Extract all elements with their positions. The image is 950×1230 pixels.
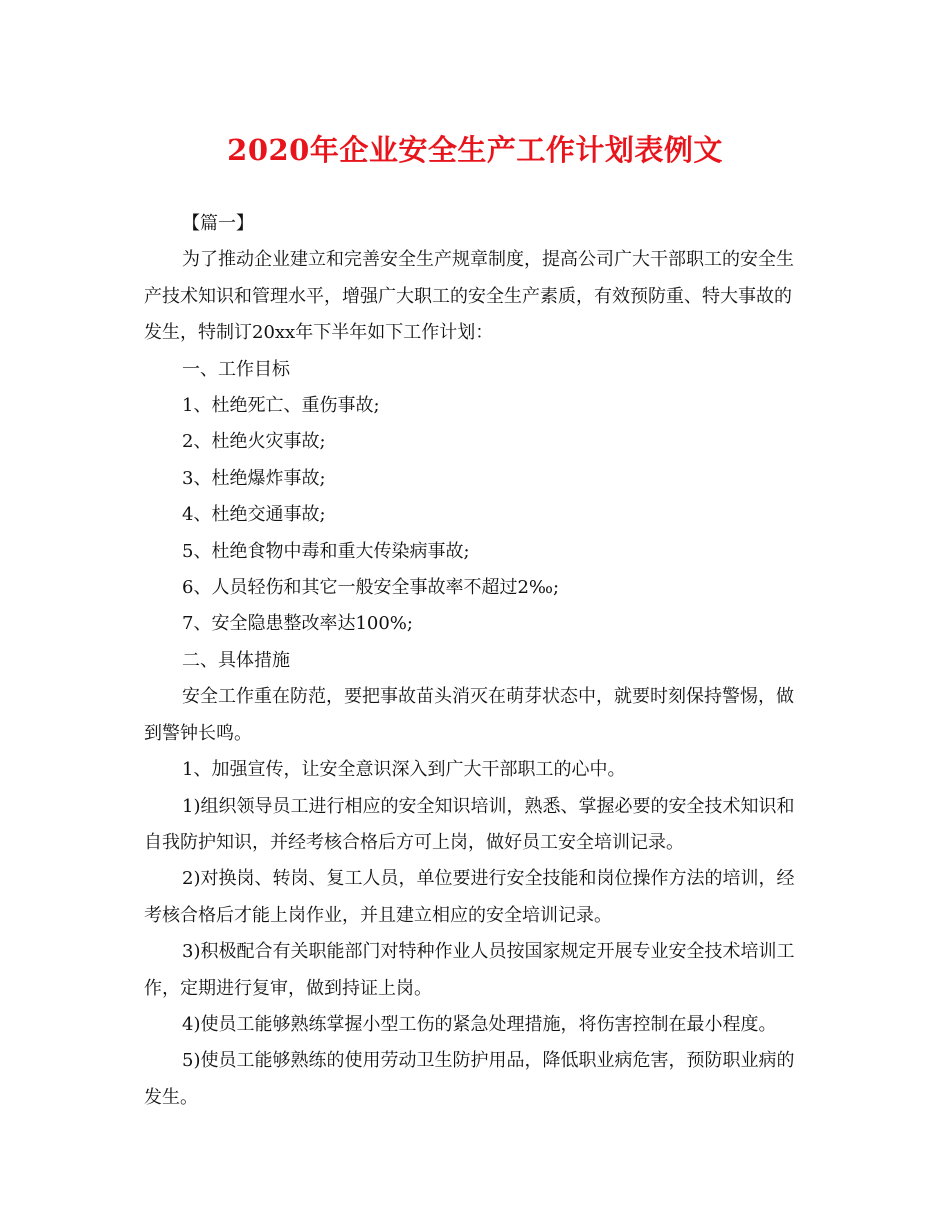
section-heading-part-one: 【篇一】 — [182, 213, 254, 234]
measure-subitem: 5)使员工能够熟练的使用劳动卫生防护用品，降低职业病危害，预防职业病的发生。 — [144, 1050, 795, 1108]
measures-intro-paragraph: 安全工作重在防范，要把事故苗头消灭在萌芽状态中，就要时刻保持警惕，做到警钟长鸣。 — [144, 686, 794, 744]
goal-item: 3、杜绝爆炸事故; — [182, 467, 326, 489]
goal-item: 6、人员轻伤和其它一般安全事故率不超过2‰; — [182, 577, 560, 599]
document-title: 2020年企业安全生产工作计划表例文 — [227, 133, 723, 167]
section-heading-measures: 二、具体措施 — [182, 649, 290, 671]
section-heading-goals: 一、工作目标 — [182, 358, 290, 380]
goal-item: 1、杜绝死亡、重伤事故; — [182, 395, 380, 417]
goal-item: 5、杜绝食物中毒和重大传染病事故; — [182, 540, 470, 562]
document-body — [144, 206, 804, 1116]
measure-item: 1、加强宣传，让安全意识深入到广大干部职工的心中。 — [182, 759, 626, 781]
measure-subitem: 2)对换岗、转岗、复工人员，单位要进行安全技能和岗位操作方法的培训，经考核合格后才能上岗作业，并且建立相应的安全培训记录。 — [144, 868, 795, 926]
intro-paragraph: 为了推动企业建立和完善安全生产规章制度，提高公司广大干部职工的安全生产技术知识和管理水平，增强广大职工的安全生产素质，有效预防重、特大事故的发生，特制订20xx年下半年如下工作计划： — [144, 249, 794, 344]
measure-subitem: 4)使员工能够熟练掌握小型工伤的紧急处理措施，将伤害控制在最小程度。 — [182, 1013, 777, 1035]
goal-item: 7、安全隐患整改率达100%; — [182, 613, 413, 635]
goal-item: 2、杜绝火灾事故; — [182, 431, 326, 453]
measure-subitem: 1)组织领导员工进行相应的安全知识培训，熟悉、掌握必要的安全技术知识和自我防护知识，并经考核合格后方可上岗，做好员工安全培训记录。 — [144, 795, 795, 853]
goal-item: 4、杜绝交通事故; — [182, 504, 326, 526]
measure-subitem: 3)积极配合有关职能部门对特种作业人员按国家规定开展专业安全技术培训工作，定期进行复审，做到持证上岗。 — [144, 941, 795, 999]
